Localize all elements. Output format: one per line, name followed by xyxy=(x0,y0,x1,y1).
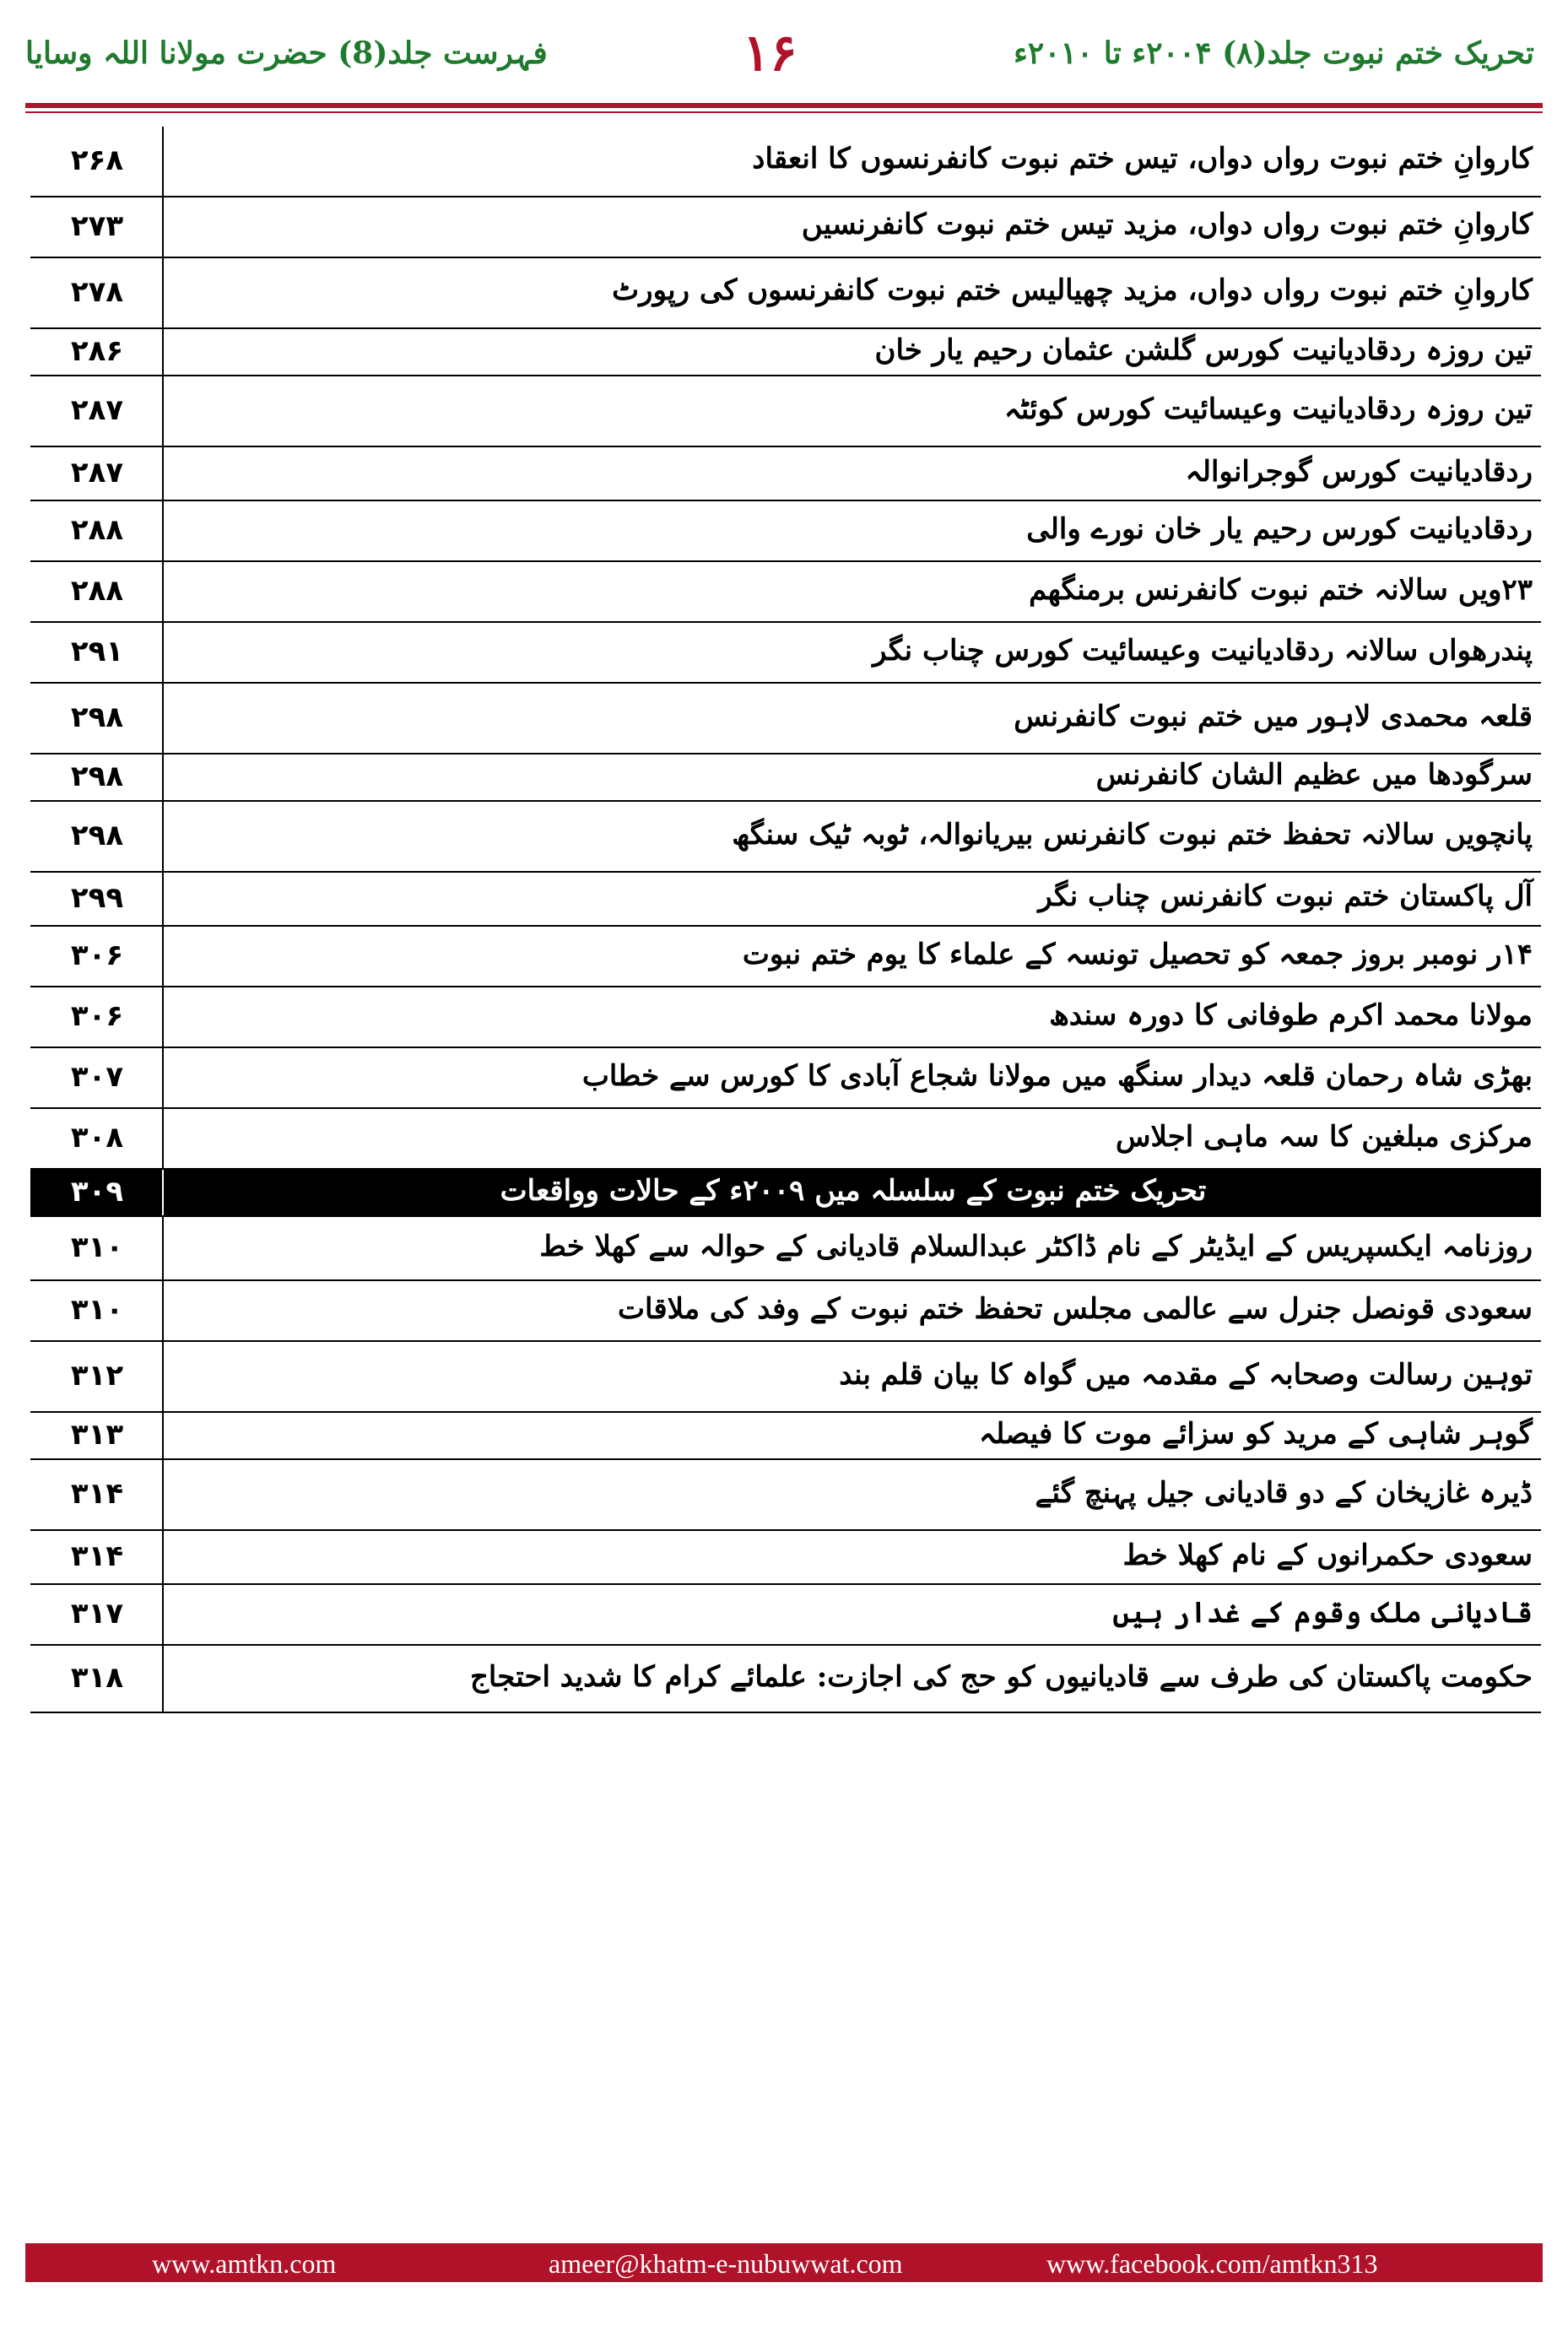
page-ref: ۳۱۰ xyxy=(70,1230,124,1264)
page-cell xyxy=(30,1217,164,1279)
page-cell xyxy=(30,1170,164,1215)
page-cell xyxy=(30,1048,164,1107)
table-row xyxy=(30,501,1541,562)
page-ref: ۲۹۱ xyxy=(70,635,124,668)
table-row xyxy=(30,755,1541,802)
table-row xyxy=(30,197,1541,258)
section-heading-row xyxy=(30,1170,1541,1217)
entry-title: پانچویں سالانہ تحفظ ختم نبوت کانفرنس بیریانوالہ، ٹوبہ ٹیک سنگھ xyxy=(732,818,1533,852)
page-cell xyxy=(30,623,164,682)
page-cell xyxy=(30,1281,164,1340)
table-row xyxy=(30,562,1541,623)
page-cell xyxy=(30,501,164,560)
table-row xyxy=(30,802,1541,873)
page-cell xyxy=(30,1460,164,1529)
table-row xyxy=(30,329,1541,376)
page-cell xyxy=(30,1585,164,1644)
page-ref: ۲۸۸ xyxy=(70,513,124,547)
entry-title: قادیانی ملک وقوم کے غدار ہیں xyxy=(1112,1596,1533,1630)
entry-title: کاروانِ ختم نبوت رواں دواں، مزید چھیالیس ختم نبوت کانفرنسوں کی رپورٹ xyxy=(612,273,1533,307)
entry-title: پندرھواں سالانہ ردقادیانیت وعیسائیت کورس چناب نگر xyxy=(873,634,1533,668)
entry-title: حکومت پاکستان کی طرف سے قادیانیوں کو حج کی اجازت: علمائے کرام کا شدید احتجاج xyxy=(469,1660,1533,1694)
entry-title: سعودی حکمرانوں کے نام کھلا خط xyxy=(1122,1539,1533,1572)
entry-title: سرگودھا میں عظیم الشان کانفرنس xyxy=(1095,758,1533,792)
table-row xyxy=(30,127,1541,197)
page-cell xyxy=(30,329,164,375)
page-ref: ۳۰۸ xyxy=(70,1121,124,1155)
table-row xyxy=(30,1281,1541,1342)
entry-title: آل پاکستان ختم نبوت کانفرنس چناب نگر xyxy=(1038,879,1533,913)
table-row xyxy=(30,447,1541,501)
table-row xyxy=(30,1413,1541,1460)
page-cell xyxy=(30,127,164,196)
page-ref: ۳۱۴ xyxy=(70,1539,124,1573)
entry-title: روزنامہ ایکسپریس کے ایڈیٹر کے نام ڈاکٹر عبدالسلام قادیانی کے حوالہ سے کھلا خط xyxy=(539,1230,1533,1263)
table-row xyxy=(30,684,1541,755)
entry-title: توہین رسالت وصحابہ کے مقدمہ میں گواہ کا بیان قلم بند xyxy=(839,1358,1533,1392)
table-row xyxy=(30,927,1541,987)
page-ref: ۲۸۶ xyxy=(70,334,124,368)
page-ref: ۳۱۴ xyxy=(70,1477,124,1511)
page-cell xyxy=(30,1342,164,1411)
table-row xyxy=(30,258,1541,329)
page-ref: ۲۹۸ xyxy=(70,760,124,793)
page-ref: ۲۹۸ xyxy=(70,700,124,734)
page-cell xyxy=(30,755,164,800)
entry-title: ڈیرہ غازیخان کے دو قادیانی جیل پہنچ گئے xyxy=(1035,1476,1533,1510)
page-cell xyxy=(30,562,164,621)
entry-title: ۲۳ویں سالانہ ختم نبوت کانفرنس برمنگھم xyxy=(1029,573,1533,607)
entry-title: گوہر شاہی کے مرید کو سزائے موت کا فیصلہ xyxy=(979,1417,1533,1451)
entry-title: ردقادیانیت کورس گوجرانوالہ xyxy=(1185,455,1533,489)
entry-title: تین روزہ ردقادیانیت کورس گلشن عثمان رحیم یار خان xyxy=(874,333,1533,367)
page-cell xyxy=(30,927,164,986)
page-ref: ۳۰۶ xyxy=(70,938,124,972)
page-ref: ۲۸۷ xyxy=(70,393,124,427)
page-cell xyxy=(30,873,164,925)
section-title: تحریک ختم نبوت کے سلسلہ میں ۲۰۰۹ء کے حالات وواقعات xyxy=(500,1174,1207,1208)
table-row xyxy=(30,1646,1541,1713)
table-row xyxy=(30,1531,1541,1585)
page-cell xyxy=(30,376,164,446)
header-rule-thin xyxy=(25,111,1543,113)
page-ref: ۳۱۳ xyxy=(70,1418,124,1452)
page-ref: ۲۷۳ xyxy=(70,209,124,243)
entry-title: ۱۴ر نومبر بروز جمعہ کو تحصیل تونسہ کے علماء کا یوم ختم نبوت xyxy=(742,938,1533,971)
page-cell xyxy=(30,1646,164,1712)
entry-title: تین روزہ ردقادیانیت وعیسائیت کورس کوئٹہ xyxy=(1003,392,1533,426)
header-left-title: فہرست جلد(8) حضرت مولانا اللہ وسایا xyxy=(25,35,548,71)
table-of-contents xyxy=(30,127,1541,1713)
page-ref: ۳۰۷ xyxy=(70,1060,124,1094)
entry-title: سعودی قونصل جنرل سے عالمی مجلس تحفظ ختم نبوت کے وفد کی ملاقات xyxy=(617,1292,1533,1326)
page-ref: ۲۶۸ xyxy=(70,143,124,177)
table-row xyxy=(30,1585,1541,1646)
page-ref: ۳۰۹ xyxy=(70,1175,124,1209)
entry-title: مرکزی مبلغین کا سہ ماہی اجلاس xyxy=(1115,1120,1533,1154)
page-cell xyxy=(30,987,164,1047)
page-cell xyxy=(30,1109,164,1168)
table-row xyxy=(30,1048,1541,1109)
entry-title: مولانا محمد اکرم طوفانی کا دورہ سندھ xyxy=(1049,998,1533,1032)
page-cell xyxy=(30,802,164,871)
entry-title: بھڑی شاہ رحمان قلعہ دیدار سنگھ میں مولانا شجاع آبادی کا کورس سے خطاب xyxy=(581,1059,1533,1093)
page-ref: ۳۱۰ xyxy=(70,1293,124,1327)
page-cell xyxy=(30,1531,164,1583)
table-row xyxy=(30,1217,1541,1281)
page-cell xyxy=(30,197,164,257)
page-ref: ۳۱۲ xyxy=(70,1359,124,1393)
header-rule-thick xyxy=(25,103,1543,108)
table-row xyxy=(30,376,1541,447)
entry-title: قلعہ محمدی لاہور میں ختم نبوت کانفرنس xyxy=(1014,700,1533,733)
table-row xyxy=(30,1109,1541,1170)
entry-title: کاروانِ ختم نبوت رواں دواں، تیس ختم نبوت کانفرنسوں کا انعقاد xyxy=(752,142,1533,176)
page-ref: ۲۸۷ xyxy=(70,456,124,489)
page-cell xyxy=(30,258,164,327)
entry-title: کاروانِ ختم نبوت رواں دواں، مزید تیس ختم نبوت کانفرنسیں xyxy=(801,208,1533,241)
page-ref: ۳۰۶ xyxy=(70,999,124,1033)
page-ref: ۲۷۸ xyxy=(70,275,124,309)
table-row xyxy=(30,873,1541,927)
footer-website-link[interactable]: www.amtkn.com xyxy=(152,2248,337,2279)
table-row xyxy=(30,623,1541,684)
page-footer xyxy=(25,2243,1543,2282)
entry-title: ردقادیانیت کورس رحیم یار خان نورے والی xyxy=(1026,512,1533,546)
page-cell xyxy=(30,447,164,500)
page-cell xyxy=(30,684,164,753)
footer-facebook-link[interactable]: www.facebook.com/amtkn313 xyxy=(1046,2248,1378,2279)
page-number: ۱۶ xyxy=(743,24,798,83)
header-right-title: تحریک ختم نبوت جلد(۸) ۲۰۰۴ء تا ۲۰۱۰ء xyxy=(1013,35,1534,71)
page-ref: ۲۹۸ xyxy=(70,819,124,852)
page-header xyxy=(0,0,1568,110)
page-ref: ۲۸۸ xyxy=(70,574,124,608)
page-ref: ۲۹۹ xyxy=(70,881,124,915)
table-row xyxy=(30,1342,1541,1413)
page-ref: ۳۱۸ xyxy=(70,1661,124,1695)
page-cell xyxy=(30,1413,164,1458)
footer-email-link[interactable]: ameer@khatm-e-nubuwwat.com xyxy=(549,2248,903,2279)
table-row xyxy=(30,987,1541,1048)
table-row xyxy=(30,1460,1541,1531)
page-ref: ۳۱۷ xyxy=(70,1597,124,1631)
